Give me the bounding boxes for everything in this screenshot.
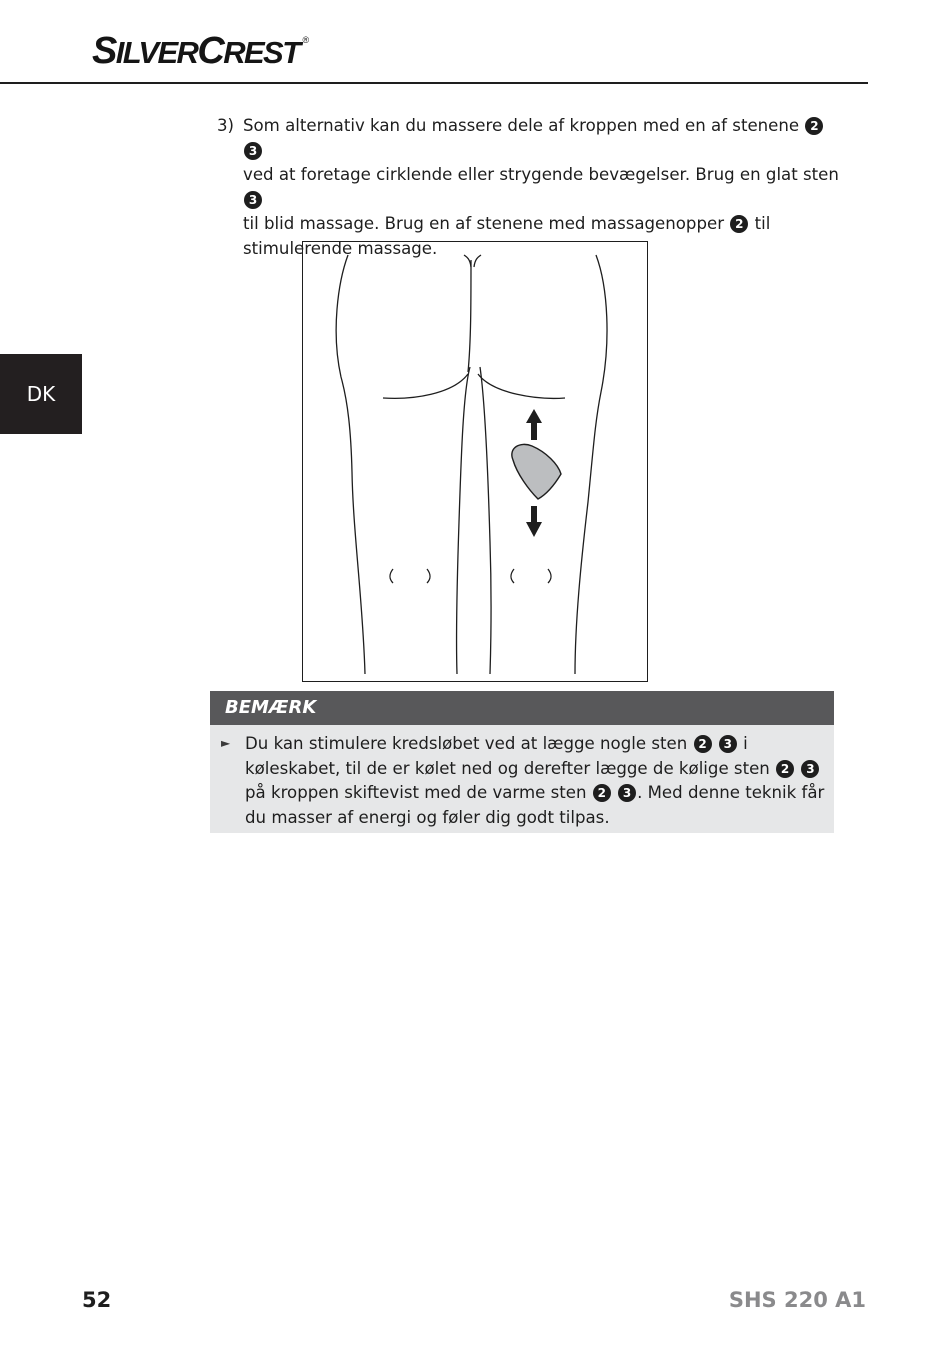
ref-3-badge: 3: [244, 142, 262, 160]
ref-3-badge: 3: [618, 784, 636, 802]
massage-stone-icon: [512, 444, 561, 499]
note-header: [210, 691, 834, 725]
arrow-up-icon: [526, 409, 542, 440]
ref-3-badge: 3: [801, 760, 819, 778]
ref-2-badge: 2: [776, 760, 794, 778]
ref-2-badge: 2: [593, 784, 611, 802]
ref-2-badge: 2: [730, 215, 748, 233]
ref-2-badge: 2: [694, 735, 712, 753]
note-text: Du kan stimulere kredsløbet ved at lægge nogle sten 2 3 i køleskabet, til de er kølet ned og derefter lægge de kølige sten 2 3 på kroppen skiftevist med de varme sten 2 3 . Med denne teknik får du masser af energi og føler dig godt tilpas.: [245, 734, 825, 827]
massage-illustration: [302, 241, 648, 682]
ref-3-badge: 3: [719, 735, 737, 753]
step-number: 3): [217, 116, 235, 135]
legs-drawing: [303, 242, 647, 681]
instruction-step: [217, 114, 842, 261]
language-tab: [0, 354, 82, 434]
language-tab-label: DK: [26, 382, 56, 406]
page-number: 52: [82, 1288, 112, 1312]
bullet-arrow-icon: ►: [221, 736, 231, 750]
silvercrest-logo: SILVERCREST ®: [92, 30, 310, 72]
header-rule: [0, 82, 868, 84]
ref-3-badge: 3: [244, 191, 262, 209]
step-text: Som alternativ kan du massere dele af kroppen med en af stenene 2 3 ved at foretage cirklende eller strygende bevægelser. Brug en glat sten 3 til blid massage. Brug en af stenene med massagenopper 2 til stimulerende massage.: [243, 116, 839, 258]
note-title: BEMÆRK: [225, 697, 317, 718]
note-body: [210, 725, 834, 833]
body-outline: [336, 255, 607, 674]
arrow-down-icon: [526, 506, 542, 537]
ref-2-badge: 2: [805, 117, 823, 135]
model-number: SHS 220 A1: [728, 1288, 866, 1312]
